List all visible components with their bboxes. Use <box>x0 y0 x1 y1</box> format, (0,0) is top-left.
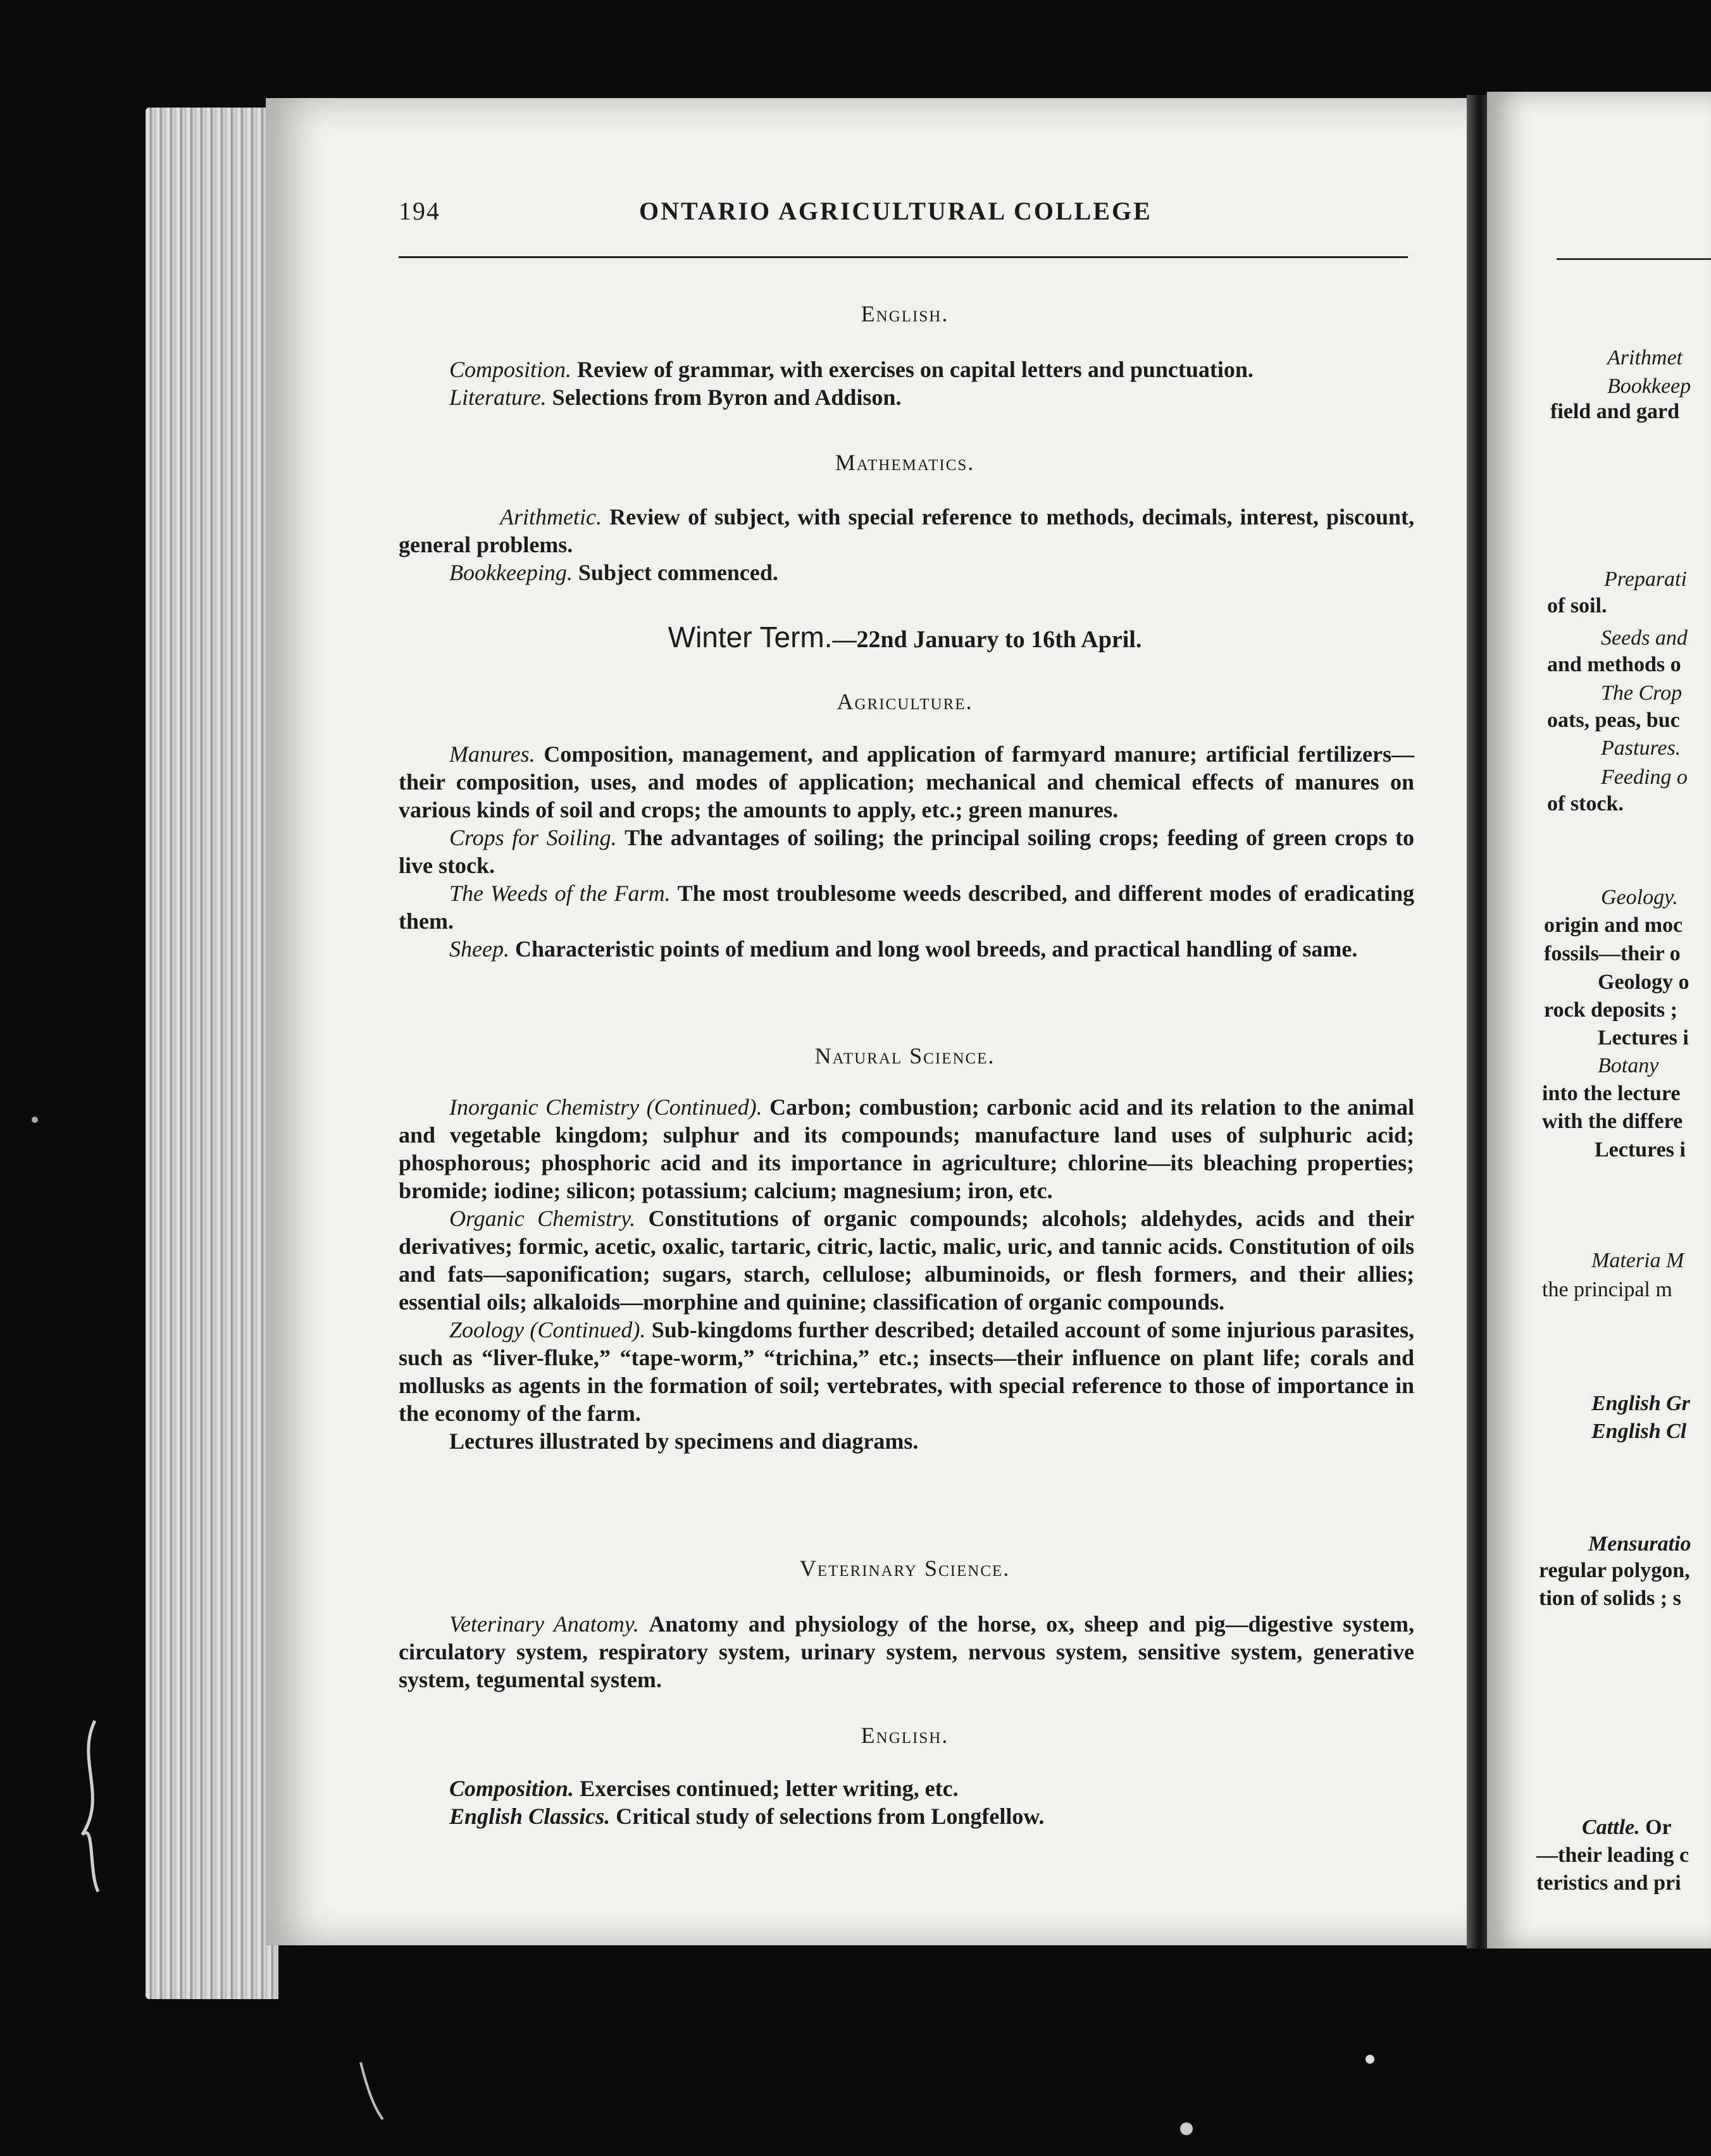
right-line: Lectures i <box>1598 1026 1689 1050</box>
right-line: fossils—their o <box>1544 942 1681 965</box>
literature-text: Selections from Byron and Addison. <box>552 385 902 410</box>
composition-2-label: Composition. <box>449 1776 575 1801</box>
scan-speck <box>1366 2055 1374 2064</box>
sheep-text: Characteristic points of medium and long wool breeds, and practical handling of same. <box>514 936 1358 962</box>
scan-speck <box>32 1117 38 1123</box>
right-text: Feeding o <box>1601 765 1688 789</box>
manures-text: Composition, management, and application of farmyard manure; artificial fertilizers—their composition, uses, and modes of application; mechanical and chemical effects of manures on various kinds of soil and crops; the amounts to apply, etc.; green manures. <box>399 741 1415 822</box>
bookkeeping-text: Subject commenced. <box>578 560 778 585</box>
right-line: and methods o <box>1547 653 1681 676</box>
classics-label: English Classics. <box>449 1804 611 1829</box>
right-text: Or <box>1645 1816 1672 1839</box>
right-text: English Cl <box>1591 1420 1687 1443</box>
zoology-label: Zoology (Continued). <box>449 1317 646 1342</box>
right-text: Botany <box>1598 1054 1659 1077</box>
right-line: Geology o <box>1598 970 1689 994</box>
running-title: ONTARIO AGRICULTURAL COLLEGE <box>639 197 1152 225</box>
winter-term-label: Winter Term. <box>668 621 833 654</box>
right-text: English Gr <box>1591 1392 1690 1415</box>
veterinary-anatomy-text: Anatomy and physiology of the horse, ox, sheep and pig—digestive system, circulatory system, respiratory system, urinary system, nervous system, sensitive system, generative system, tegumental system. <box>399 1611 1415 1692</box>
right-line: origin and moc <box>1544 914 1683 937</box>
composition-text: Review of grammar, with exercises on capital letters and punctuation. <box>577 357 1254 382</box>
soiling-text: The advantages of soiling; the principal soiling crops; feeding of green crops to live stock. <box>399 825 1414 878</box>
lectures-note: Lectures illustrated by specimens and diagrams. <box>449 1428 919 1454</box>
right-text: Arithmet <box>1607 346 1683 369</box>
page-number: 194 <box>399 197 440 225</box>
section-heading-agriculture: Agriculture. <box>837 689 973 714</box>
right-text: Preparati <box>1604 567 1687 591</box>
right-line: of soil. <box>1547 594 1607 617</box>
right-line: teristics and pri <box>1536 1871 1681 1895</box>
right-line: with the differe <box>1542 1110 1683 1133</box>
section-heading-natural-science: Natural Science. <box>814 1043 995 1069</box>
organic-text: Constitutions of organic compounds; alcohols; aldehydes, acids and their derivatives; formic, acetic, oxalic, tartaric, citric, lactic, malic, uric, and tannic acids. Constitution of oils and fats—saponification; sugars, starch, cellulose; albuminoids, or flesh formers, and their allies; essential oils; alkaloids—morphine and quinine; classification of organic compounds. <box>399 1206 1414 1315</box>
right-line: regular polygon, <box>1539 1559 1690 1582</box>
bookkeeping-label: Bookkeeping. <box>449 560 573 585</box>
right-line: the principal m <box>1542 1278 1672 1301</box>
right-line: into the lecture <box>1542 1082 1681 1105</box>
winter-term-dates: —22nd January to 16th April. <box>832 626 1142 653</box>
weeds-text: The most troublesome weeds described, and different modes of eradicating them. <box>399 881 1414 934</box>
right-text: Seeds and <box>1601 626 1688 650</box>
section-heading-english: English. <box>861 301 949 326</box>
zoology-text: Sub-kingdoms further described; detailed account of some injurious parasites, such as “liver-fluke,” “tape-worm,” “trichina,” etc.; insects—their influence on plant life; corals and mollusks as agents in the formation of soil; vertebrates, with special reference to those of importance in the economy of the farm. <box>399 1317 1414 1426</box>
section-heading-english-2: English. <box>861 1723 949 1748</box>
literature-label: Literature. <box>449 385 547 410</box>
right-text: Cattle. <box>1582 1816 1640 1839</box>
section-heading-veterinary-science: Veterinary Science. <box>799 1556 1011 1581</box>
inorganic-label: Inorganic Chemistry (Continued). <box>449 1094 762 1120</box>
manures-label: Manures. <box>449 741 535 767</box>
right-line: tion of solids ; s <box>1539 1587 1681 1610</box>
weeds-label: The Weeds of the Farm. <box>449 881 671 906</box>
right-text: Geology. <box>1601 886 1678 909</box>
organic-label: Organic Chemistry. <box>449 1206 636 1231</box>
right-text: The Crop <box>1601 681 1683 705</box>
scan-speck <box>1180 2122 1193 2135</box>
right-text: Materia M <box>1591 1249 1684 1272</box>
inorganic-text: Carbon; combustion; carbonic acid and its relation to the animal and vegetable kingdom; sulphur and its compounds; manufacture land uses of sulphuric acid; phosphorous; phosphoric acid and its importance in agriculture; chlorine—its bleaching properties; bromide; iodine; silicon; potassium; calcium; magnesium; iron, etc. <box>399 1094 1414 1203</box>
composition-label: Composition. <box>449 357 572 382</box>
right-line: Lectures i <box>1595 1138 1686 1162</box>
veterinary-anatomy-label: Veterinary Anatomy. <box>449 1611 639 1637</box>
scan-mark <box>82 1721 98 1892</box>
arithmetic-label: Arithmetic. <box>500 504 602 530</box>
scan-mark <box>361 2062 383 2119</box>
right-text: Pastures. <box>1601 736 1681 760</box>
classics-text: Critical study of selections from Longfellow. <box>616 1804 1045 1829</box>
right-line: rock deposits ; <box>1544 998 1677 1022</box>
right-line: —their leading c <box>1536 1843 1689 1867</box>
right-line: oats, peas, buc <box>1547 709 1680 732</box>
composition-2-text: Exercises continued; letter writing, etc. <box>580 1776 959 1801</box>
right-text: Bookkeep <box>1607 375 1691 398</box>
sheep-label: Sheep. <box>449 936 509 962</box>
right-line: of stock. <box>1547 792 1624 815</box>
right-line: field and gard <box>1550 400 1680 423</box>
right-text: Mensuratio <box>1588 1532 1691 1556</box>
section-heading-mathematics: Mathematics. <box>835 450 975 475</box>
arithmetic-text: Review of subject, with special reference to methods, decimals, interest, piscount, general problems. <box>399 504 1415 557</box>
soiling-label: Crops for Soiling. <box>449 825 617 850</box>
